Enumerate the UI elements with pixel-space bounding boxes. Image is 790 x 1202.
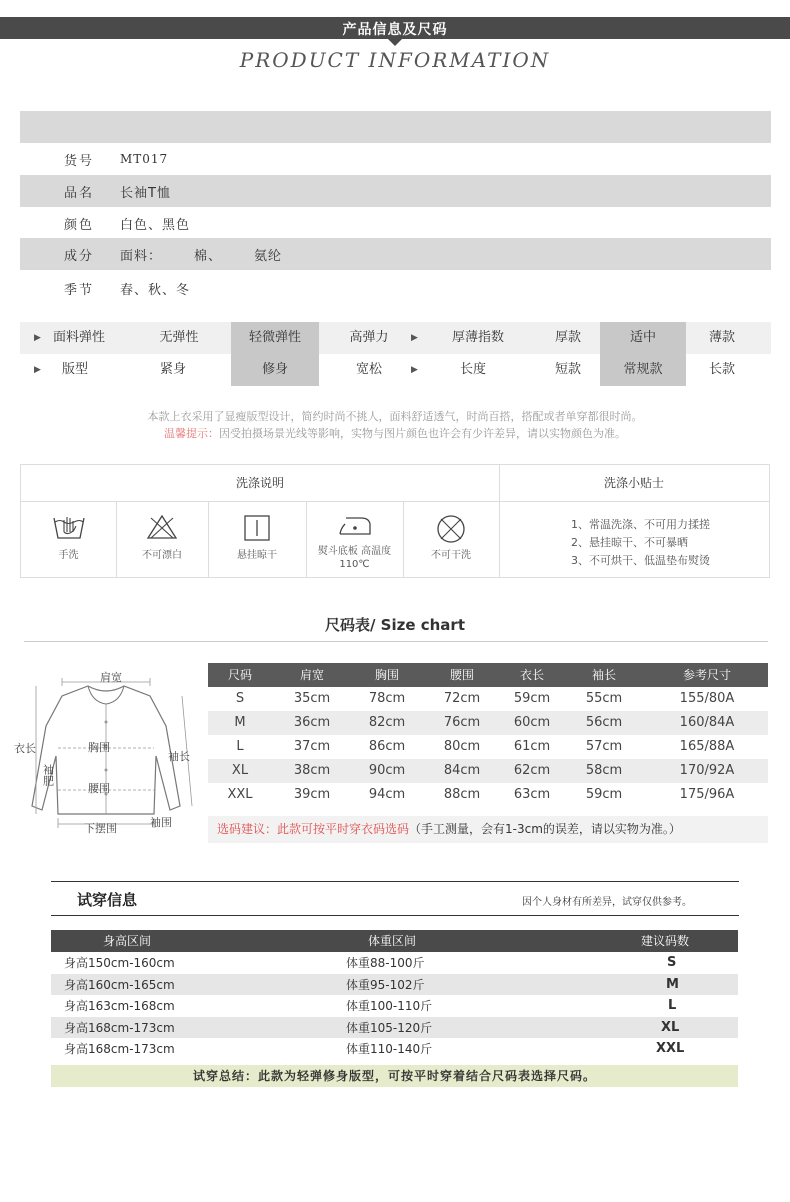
triangle-icon: ▶ [34,333,41,343]
table-cell: 160/84A [679,715,735,730]
table-row [51,974,738,996]
column-header: 体重区间 [368,934,417,948]
table-cell: 39cm [293,787,331,802]
table-row [208,687,768,711]
table-cell: 59cm [513,691,551,706]
section-title: 产品信息及尺码 [342,22,448,38]
table-cell: 36cm [293,715,331,730]
table-cell: 35cm [293,691,331,706]
table-cell: 体重88-100斤 [346,956,425,970]
triangle-icon: ▶ [411,365,418,375]
warm-tip [0,425,790,441]
attr-label: 长度 [459,362,486,377]
info-value: MT017 [120,152,169,166]
column-header: 建议码数 [641,934,690,948]
table-cell: 体重105-120斤 [346,1020,433,1035]
column-header: 袖长 [591,668,616,682]
care-label: 熨斗底板 高温度110℃ [317,546,392,570]
table-cell: L [668,998,677,1013]
table-cell: 37cm [293,739,331,754]
try-on-table [51,930,738,1060]
size-table-header [208,663,768,687]
wash-tip: 2、悬挂晾干、不可暴晒 [571,536,688,549]
attr-option: 长款 [708,362,735,377]
info-row-name [20,175,771,207]
wash-tips-list [571,516,710,570]
table-cell: 60cm [513,715,551,730]
attr-option-selected: 常规款 [600,354,686,386]
table-cell: 80cm [443,739,481,754]
care-item [403,502,499,577]
table-cell: 体重110-140斤 [346,1042,433,1056]
attribute-row-fit-length [20,354,771,386]
table-cell: XXL [227,787,253,802]
table-row [51,1038,738,1060]
care-label: 手洗 [58,550,79,561]
attr-label: 面料弹性 [52,330,105,345]
warm-tip-text: 因受拍摄场景光线等影响，实物与图片颜色也许会有少许差异，请以实物颜色为准。 [219,427,626,440]
table-cell: 身高168cm-173cm [64,1020,175,1035]
column-header: 肩宽 [299,668,324,682]
info-value-spandex: 氨纶 [254,248,283,264]
try-on-disclaimer: 因个人身材有所差异，试穿仅供参考。 [522,897,692,908]
info-row-season [20,272,771,304]
table-cell: 55cm [585,691,623,706]
diagram-label-shoulder: 肩宽 [100,671,122,684]
info-label: 品名 [64,185,95,201]
info-label: 货号 [64,153,95,169]
attr-option: 无弹性 [159,330,199,345]
attr-option: 厚款 [554,330,581,345]
no-dry-clean-icon [436,514,466,544]
info-value-fabric: 面料： [120,248,163,264]
table-cell: 体重100-110斤 [346,999,433,1013]
table-cell: 63cm [513,787,551,802]
diagram-label-waist: 腰围 [88,782,110,795]
info-label: 颜色 [64,217,95,233]
diagram-label-sleeve: 袖长 [168,750,190,763]
table-cell: S [667,955,677,970]
diagram-label-armhole: 袖肥 [41,764,55,786]
attr-option-selected: 修身 [231,354,319,386]
wash-care-panel [20,464,770,578]
diagram-label-length: 衣长 [14,742,36,755]
attribute-row-elasticity-thickness [20,322,771,354]
info-label: 季节 [64,282,95,298]
table-cell: 84cm [443,763,481,778]
info-label: 成分 [64,248,95,264]
care-item [208,502,306,577]
column-header: 腰围 [449,668,474,682]
triangle-icon: ▶ [411,333,418,343]
line-dry-icon [243,514,271,542]
table-cell: 90cm [368,763,406,778]
info-value: 春、秋、冬 [120,282,191,298]
table-row [51,1017,738,1039]
care-item [306,502,403,577]
table-cell: 62cm [513,763,551,778]
header-arrow [388,39,402,46]
table-cell: 身高168cm-173cm [64,1042,175,1056]
hand-wash-icon [52,514,86,542]
attr-option: 紧身 [159,362,186,377]
column-header: 参考尺寸 [682,668,731,682]
table-cell: 56cm [585,715,623,730]
table-cell: 76cm [443,715,481,730]
care-label: 不可干洗 [431,550,471,561]
info-value: 白色、黑色 [120,217,191,233]
care-item [21,502,116,577]
table-cell: 59cm [585,787,623,802]
table-cell: XL [661,1019,680,1035]
info-value-cotton: 棉、 [194,248,223,264]
table-cell: 72cm [443,691,481,706]
table-cell: 78cm [368,691,406,706]
try-on-table-header [51,930,738,952]
table-cell: L [236,739,244,754]
try-on-summary: 试穿总结：此款为轻弹修身版型，可按平时穿着结合尺码表选择尺码。 [51,1065,738,1087]
table-cell: 58cm [585,763,623,778]
attr-option: 短款 [554,362,581,377]
table-cell: 82cm [368,715,406,730]
attr-label: 版型 [61,362,88,377]
table-row [51,995,738,1017]
wash-instructions-heading: 洗涤说明 [21,465,499,502]
table-cell: 175/96A [679,787,735,802]
column-header: 胸围 [374,668,399,682]
diagram-label-cuff: 袖围 [150,816,172,829]
size-chart-title: 尺码表/ Size chart [324,616,466,634]
table-cell: 身高163cm-168cm [64,999,175,1013]
column-header: 衣长 [519,668,544,682]
attr-option: 高弹力 [349,330,389,345]
table-cell: 155/80A [679,691,735,706]
no-bleach-icon [146,514,178,540]
size-advice-text: （手工测量，会有1-3cm的误差，请以实物为准。） [409,822,681,836]
wash-tip: 1、常温洗涤、不可用力揉搓 [571,518,710,531]
diagram-label-chest: 胸围 [88,741,110,754]
table-cell: 86cm [368,739,406,754]
try-on-title: 试穿信息 [77,891,138,909]
table-cell: 165/88A [679,739,735,754]
attr-option: 薄款 [708,330,735,345]
attr-option-selected: 适中 [600,322,686,354]
wash-tip: 3、不可烘干、低温垫布熨烫 [571,554,710,567]
table-cell: 57cm [585,739,623,754]
table-cell: XXL [656,1041,685,1056]
table-row [208,759,768,783]
size-advice-highlight: 选码建议：此款可按平时穿衣码选码 [217,822,410,836]
iron-icon [337,514,373,538]
info-row-composition [20,238,771,270]
care-item [116,502,208,577]
table-row [208,711,768,735]
warm-tip-label: 温馨提示： [164,427,219,440]
product-description: 本款上衣采用了显瘦版型设计，简约时尚不挑人，面料舒适透气，时尚百搭，搭配或者单穿都很时尚。 [147,410,643,423]
table-cell: 身高150cm-160cm [64,956,175,970]
info-row-color [20,207,771,239]
table-cell: XL [231,763,249,778]
table-cell: 61cm [513,739,551,754]
table-cell: 38cm [293,763,331,778]
table-cell: M [666,976,679,992]
wash-tips-heading: 洗涤小贴士 [499,465,769,502]
table-cell: 身高160cm-165cm [64,977,175,992]
size-table [208,663,768,807]
table-cell: 94cm [368,787,406,802]
shirt-measurement-diagram [14,666,204,836]
attr-label: 厚薄指数 [451,330,504,345]
attr-option-selected: 轻微弹性 [231,322,319,354]
size-advice [208,816,768,843]
info-row-item-no [20,143,771,175]
table-cell: 88cm [443,787,481,802]
table-cell: M [234,715,246,730]
care-label: 悬挂晾干 [237,550,277,561]
table-cell: 170/92A [679,763,735,778]
info-value: 长袖T恤 [120,185,171,201]
column-header: 身高区间 [103,934,152,948]
column-header: 尺码 [227,668,252,682]
section-subtitle: PRODUCT INFORMATION [239,48,551,72]
attr-option: 宽松 [355,362,382,377]
table-row [208,735,768,759]
care-label: 不可漂白 [142,550,182,561]
table-cell: S [235,691,245,706]
triangle-icon: ▶ [34,365,41,375]
diagram-label-hem: 下摆围 [84,822,117,835]
table-row [208,783,768,807]
table-row [51,952,738,974]
table-cell: 体重95-102斤 [346,977,425,992]
info-table-header [20,111,771,143]
